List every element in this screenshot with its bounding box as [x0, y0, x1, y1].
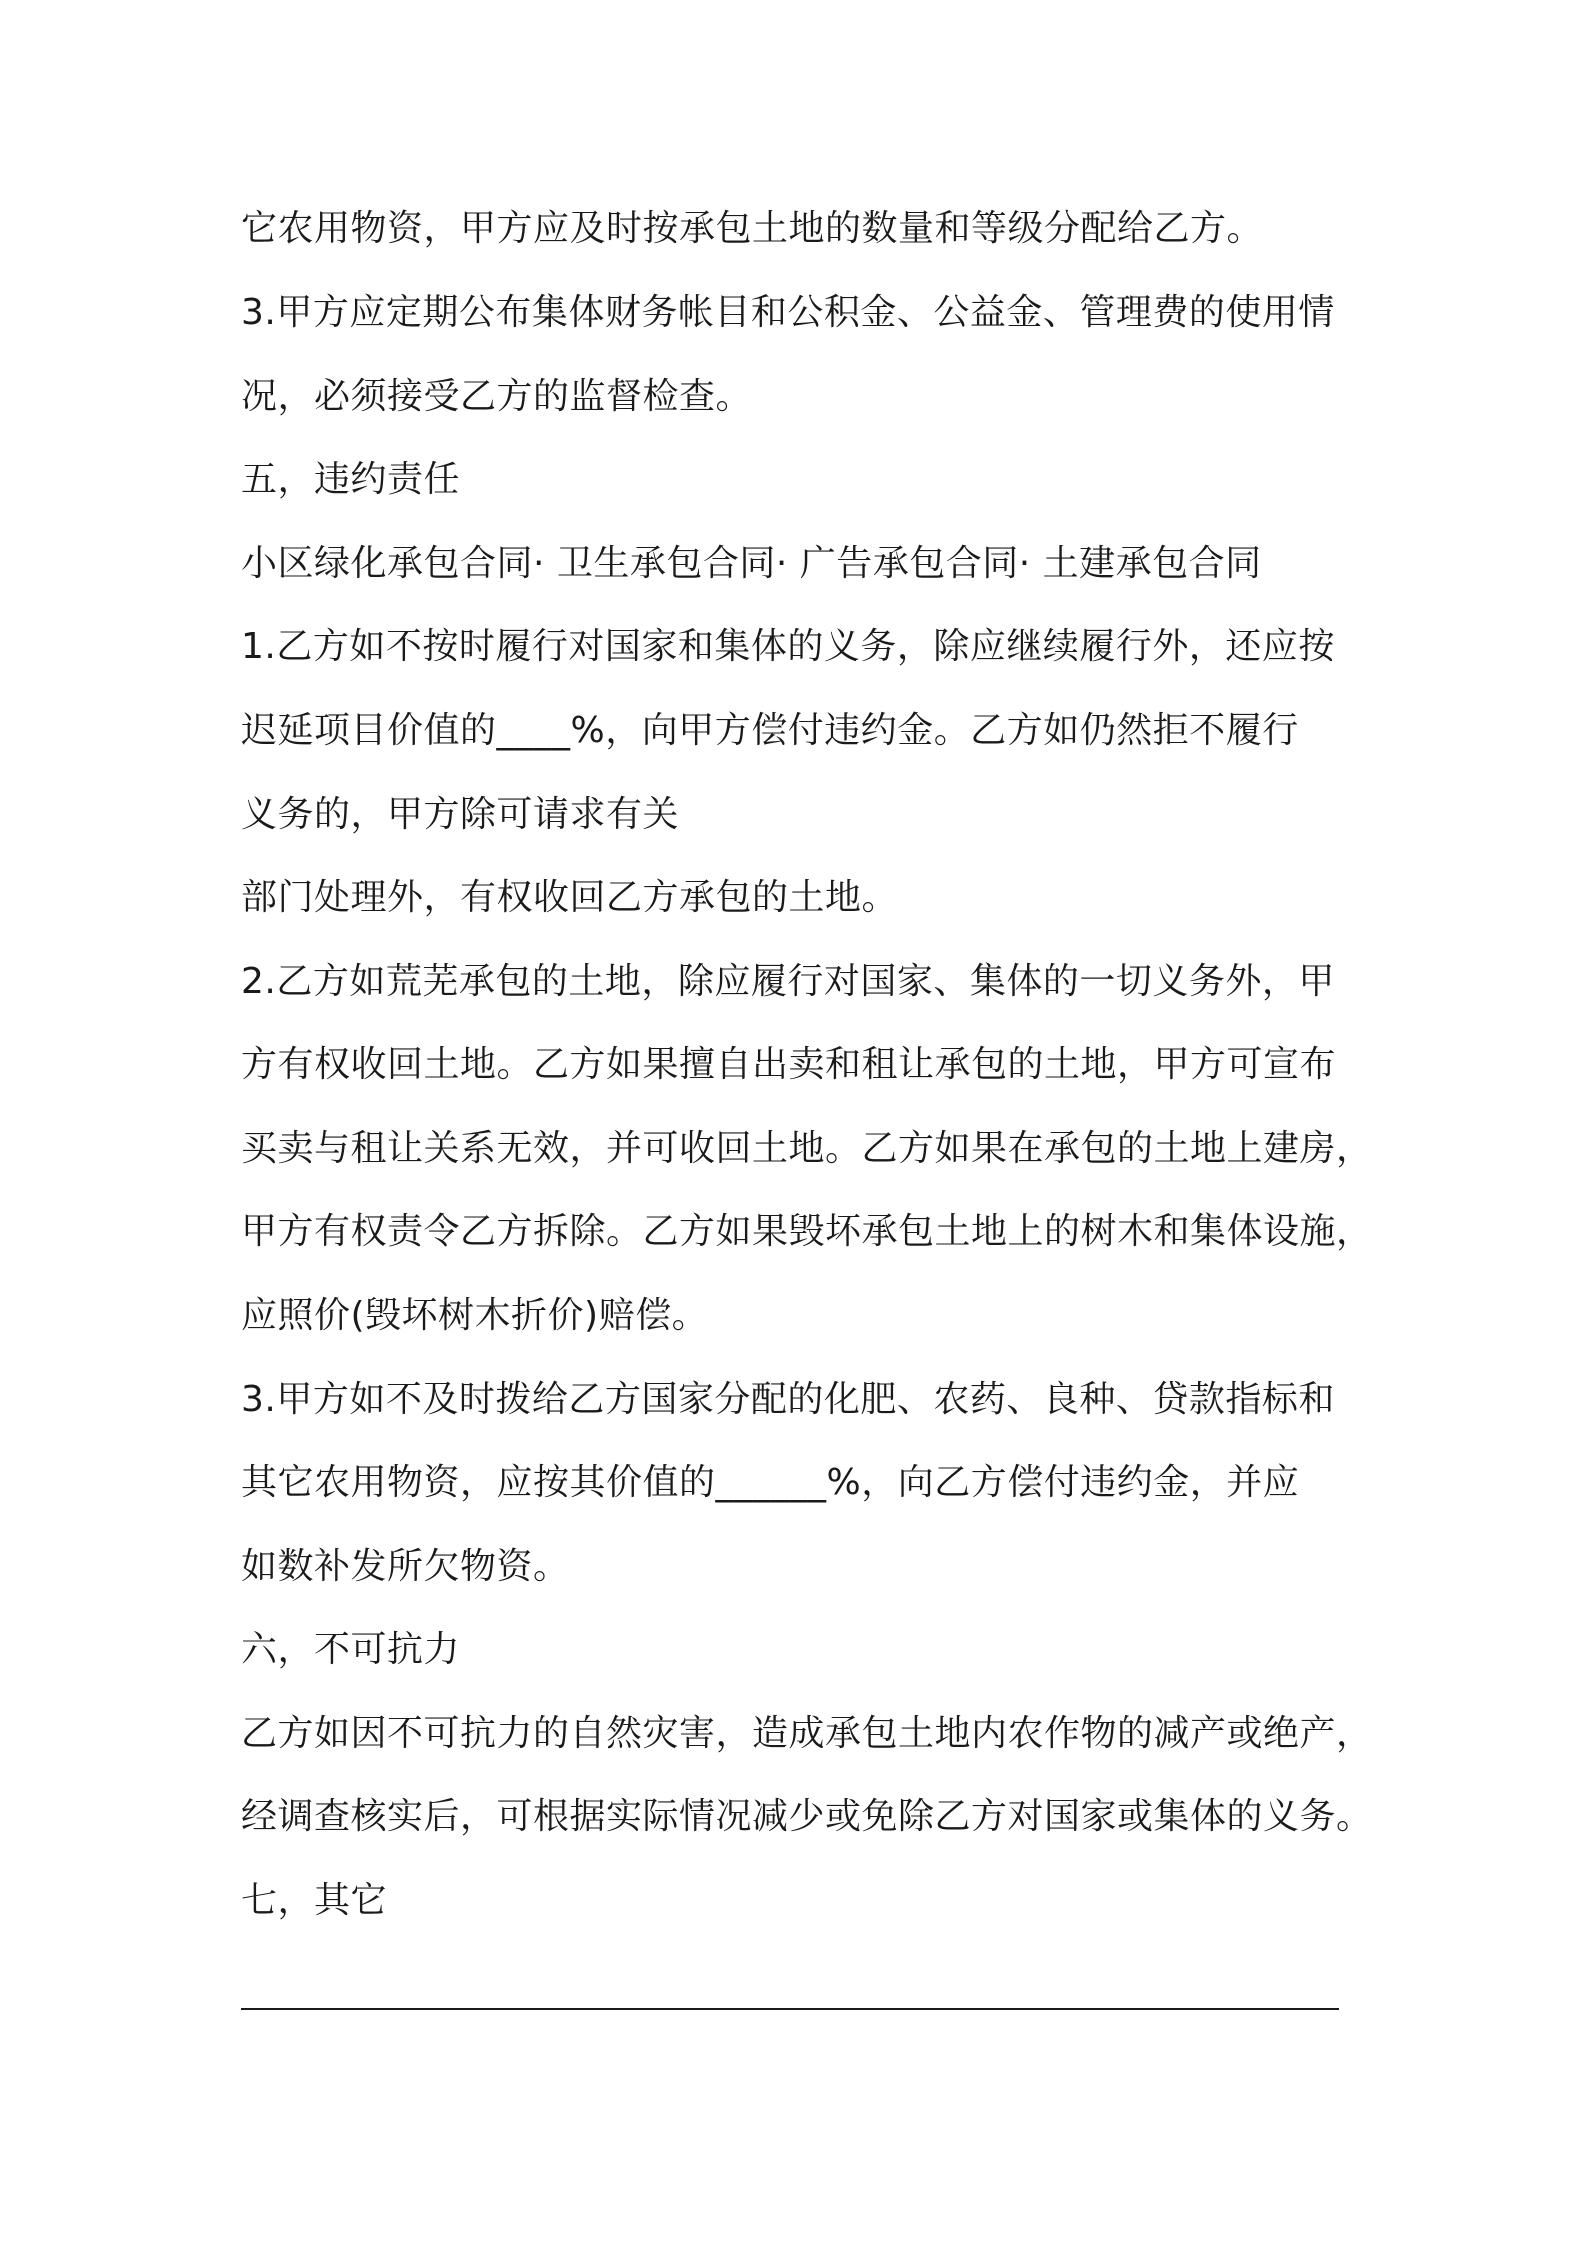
text-line-17: 如数补发所欠物资。 — [241, 1546, 570, 1587]
text-line-1: 它农用物资，甲方应及时按承包土地的数量和等级分配给乙方。 — [241, 208, 1264, 249]
section-heading-5: 五，违约责任 — [241, 459, 461, 500]
text-line-20: 经调查核实后，可根据实际情况减少或免除乙方对国家或集体的义务。 — [241, 1796, 1373, 1837]
text-line-6: 1.乙方如不按时履行对国家和集体的义务，除应继续履行外，还应按 — [241, 626, 1335, 667]
section-heading-6: 六，不可抗力 — [241, 1629, 461, 1670]
text-line-8: 义务的，甲方除可请求有关 — [241, 794, 680, 835]
text-line-11: 方有权收回土地。乙方如果擅自出卖和租让承包的土地，甲方可宣布 — [241, 1044, 1337, 1085]
text-line-19: 乙方如因不可抗力的自然灾害，造成承包土地内农作物的减产或绝产， — [241, 1713, 1373, 1754]
text-line-9: 部门处理外，有权收回乙方承包的土地。 — [241, 877, 899, 918]
text-line-15: 3.甲方如不及时拨给乙方国家分配的化肥、农药、良种、贷款指标和 — [241, 1379, 1335, 1420]
text-line-14: 应照价(毁坏树木折价)赔偿。 — [241, 1295, 709, 1336]
text-line-12: 买卖与租让关系无效，并可收回土地。乙方如果在承包的土地上建房， — [241, 1128, 1373, 1169]
text-line-13: 甲方有权责令乙方拆除。乙方如果毁坏承包土地上的树木和集体设施， — [241, 1211, 1373, 1252]
text-line-7: 迟延项目价值的____%，向甲方偿付违约金。乙方如仍然拒不履行 — [241, 710, 1299, 751]
related-links-line: 小区绿化承包合同· 卫生承包合同· 广告承包合同· 土建承包合同 — [241, 543, 1262, 584]
blank-fill-line — [241, 2008, 1339, 2010]
text-line-10: 2.乙方如荒芜承包的土地，除应履行对国家、集体的一切义务外，甲 — [241, 961, 1335, 1002]
section-heading-7: 七，其它 — [241, 1880, 388, 1921]
text-line-16: 其它农用物资，应按其价值的______%，向乙方偿付违约金，并应 — [241, 1462, 1300, 1503]
text-line-2: 3.甲方应定期公布集体财务帐目和公积金、公益金、管理费的使用情 — [241, 292, 1335, 333]
text-line-3: 况，必须接受乙方的监督检查。 — [241, 376, 753, 417]
